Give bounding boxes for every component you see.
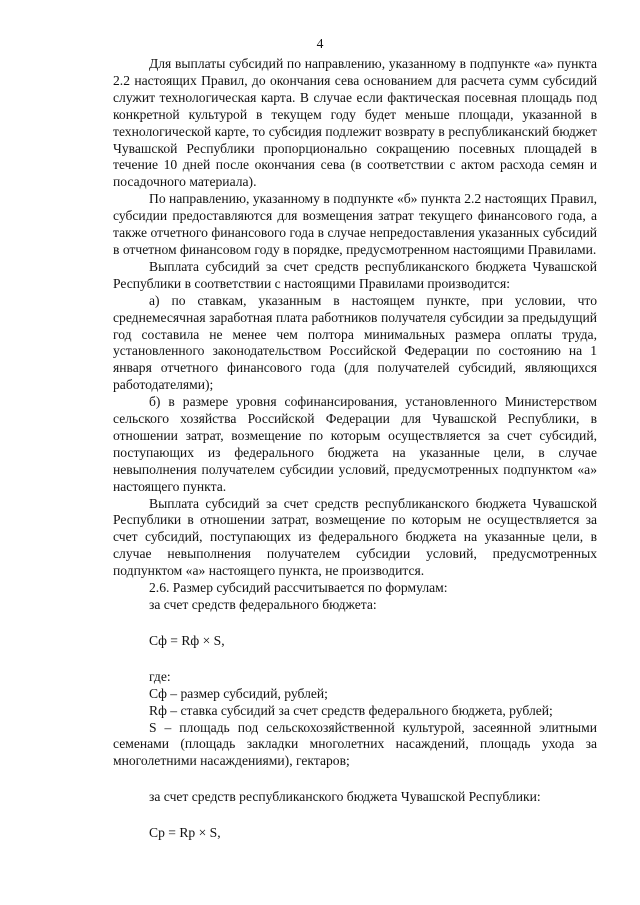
- paragraph-republic-budget: за счет средств республиканского бюджета Чувашской Республики:: [149, 789, 541, 805]
- paragraph-payment-conditions: Выплата субсидий за счет средств республиканского бюджета Чувашской Республики в соответствии с настоящими Правилами производится:: [113, 258, 597, 291]
- paragraph-condition-b: б) в размере уровня софинансирования, установленного Министерством сельского хозяйства Российской Федерации для Чувашской Республики, в отношении затрат, возмещение по которым осуществляется за счет субсидий, поступающих из федерального бюджета на указанные цели, в случае невыполнения получателем субсидии условий, предусмотренных подпунктом «а» настоящего пункта.: [113, 394, 597, 494]
- paragraph-seeding-tech-map: Для выплаты субсидий по направлению, указанному в подпункте «а» пункта 2.2 настоящих Правил, до окончания сева основанием для расчета сумм субсидий служит технологическая карта. В случае если фактическая посевная площадь под конкретной культурой в текущем году будет меньше площади, указанной в технологической карте, то субсидия подлежит возврату в республиканский бюджет Чувашской Республики пропорционально сокращению посевных площадей в течение 10 дней после окончания сева (в соответствии с актом расхода семян и посадочного материала).: [113, 56, 597, 190]
- formula-federal: Сф = Rф × S,: [149, 632, 225, 648]
- paragraph-condition-a: а) по ставкам, указанным в настоящем пункте, при условии, что среднемесячная заработная плата работников получателя субсидии за предыдущий год составила не менее чем полтора минимальных размера оплаты труда, установленного законодательством Российской Федерации по состоянию на 1 января отчетного финансового года (для получателей субсидий, являющихся работодателями);: [113, 292, 597, 393]
- paragraph-no-payment: Выплата субсидий за счет средств республиканского бюджета Чувашской Республики в отношении затрат, возмещение по которым не осуществляется за счет субсидий, поступающих из федерального бюджета на указанные цели, в случае невыполнения получателем субсидии условий, предусмотренных подпунктом «а» настоящего пункта, не производится.: [113, 495, 597, 579]
- definition-c-federal: Сф – размер субсидий, рублей;: [149, 685, 328, 701]
- document-body: [113, 56, 597, 842]
- formula-republic: Ср = Rр × S,: [149, 825, 221, 841]
- definition-s-area: S – площадь под сельскохозяйственной культурой, засеянной элитными семенами (площадь закладки многолетних насаждений, площадь ухода за многолетними насаждениями), гектаров;: [113, 719, 597, 769]
- where-label: где:: [149, 668, 171, 684]
- paragraph-federal-budget: за счет средств федерального бюджета:: [149, 597, 377, 612]
- paragraph-direction-b: По направлению, указанному в подпункте «б» пункта 2.2 настоящих Правил, субсидии предоставляются для возмещения затрат текущего финансового года, а также отчетного финансового года в случае непредоставления указанных субсидий в отчетном финансовом году в порядке, предусмотренном настоящими Правилами.: [113, 191, 597, 257]
- page-number: 4: [316, 36, 324, 51]
- paragraph-section-2-6: 2.6. Размер субсидий рассчитывается по формулам:: [149, 580, 448, 596]
- definition-r-federal: Rф – ставка субсидий за счет средств федерального бюджета, рублей;: [149, 702, 553, 718]
